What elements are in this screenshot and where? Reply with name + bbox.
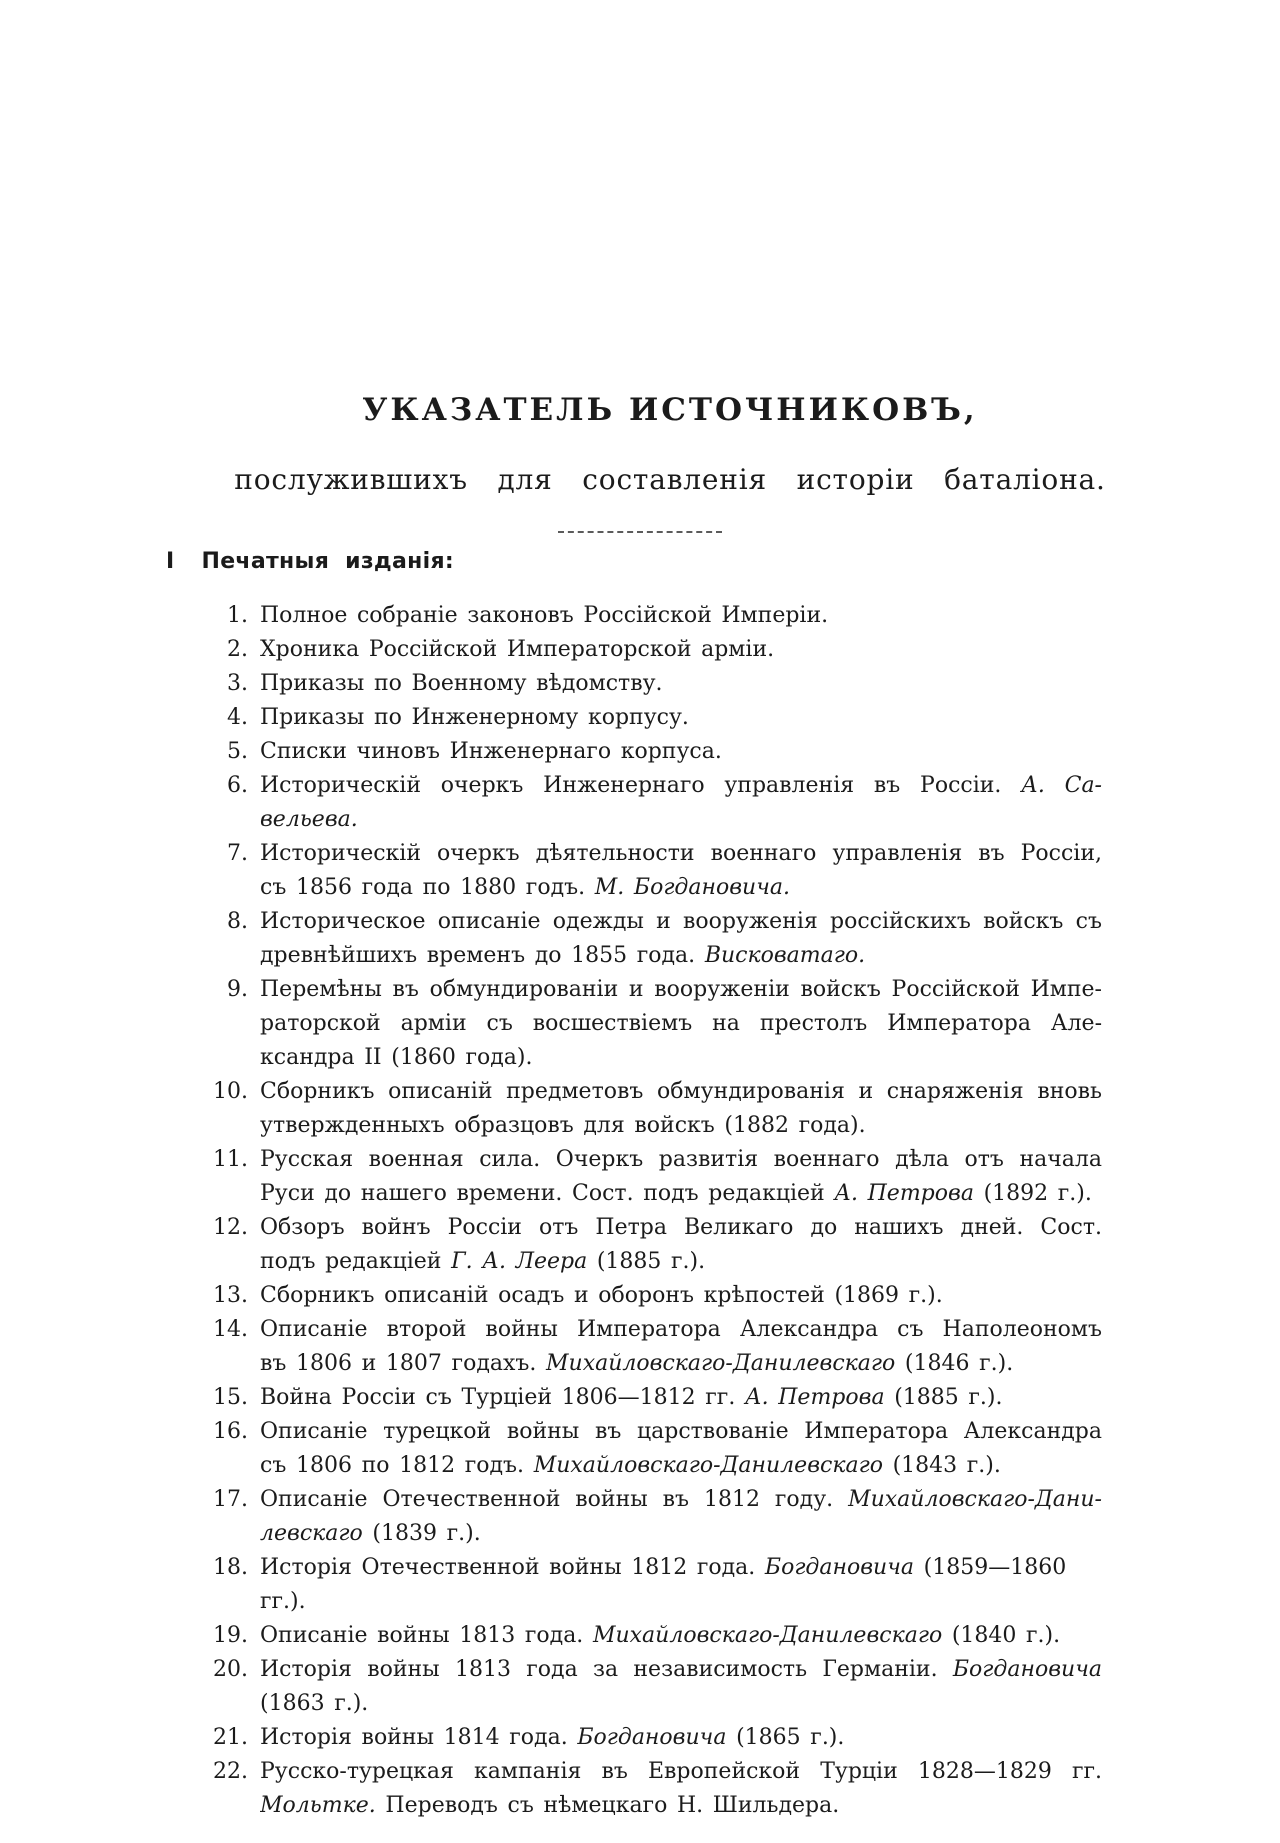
item-line — [260, 1415, 1102, 1449]
list-item — [150, 1755, 1102, 1823]
item-lines — [260, 1381, 1102, 1415]
item-line — [260, 1755, 1102, 1789]
list-item — [150, 1381, 1102, 1415]
item-text: съ 1856 года по 1880 годъ. — [260, 875, 595, 900]
item-number: 11. — [213, 1147, 248, 1172]
item-number: 4. — [227, 705, 248, 730]
item-text: Хроника Россійской Императорской арміи. — [260, 637, 775, 662]
list-item — [150, 599, 1102, 633]
list-item — [150, 1143, 1102, 1211]
item-text: древнѣйшихъ временъ до 1855 года. — [260, 943, 705, 968]
item-text: Описаніе турецкой войны въ царствованіе Императора Александра — [260, 1419, 1102, 1444]
item-text: (1843 г.). — [882, 1453, 1001, 1478]
item-text: (1840 г.). — [942, 1623, 1061, 1648]
section-label: Печатныя изданія: — [201, 549, 454, 574]
item-line — [260, 1483, 1102, 1517]
item-text: (1865 г.). — [726, 1725, 845, 1750]
item-lines — [260, 1483, 1102, 1551]
source-list — [150, 599, 1102, 1823]
item-text: Русская военная сила. Очеркъ развитія военнаго дѣла отъ начала — [260, 1147, 1102, 1172]
page-title: УКАЗАТЕЛЬ ИСТОЧНИКОВЪ, — [362, 392, 978, 428]
item-text: (1885 г.). — [587, 1249, 706, 1274]
item-number: 1. — [227, 603, 248, 628]
item-number: 10. — [213, 1079, 248, 1104]
author-name: Михайловскаго-Дани- — [848, 1487, 1102, 1512]
item-number: 13. — [213, 1283, 248, 1308]
list-item — [150, 1415, 1102, 1483]
list-item — [150, 735, 1102, 769]
item-line — [260, 837, 1102, 871]
item-number: 16. — [213, 1419, 248, 1444]
section-heading — [166, 549, 454, 574]
item-line — [260, 769, 1102, 803]
item-line — [260, 1517, 1102, 1551]
item-text: Сборникъ описаній осадъ и оборонъ крѣпостей (1869 г.). — [260, 1283, 943, 1308]
list-item — [150, 1313, 1102, 1381]
list-item — [150, 1721, 1102, 1755]
item-lines — [260, 1653, 1102, 1721]
item-text: Исторія войны 1813 года за независимость Германіи. — [260, 1657, 953, 1682]
item-lines — [260, 1211, 1102, 1279]
list-item — [150, 1211, 1102, 1279]
item-lines — [260, 1313, 1102, 1381]
list-item — [150, 973, 1102, 1075]
item-text: (1859—1860 гг.). — [260, 1555, 1067, 1614]
list-item — [150, 667, 1102, 701]
list-item — [150, 1653, 1102, 1721]
item-text: раторской арміи съ восшествіемъ на престолъ Императора Але- — [260, 1011, 1102, 1036]
item-line — [260, 1177, 1102, 1211]
item-lines — [260, 837, 1102, 905]
item-lines — [260, 973, 1102, 1075]
item-line — [260, 1007, 1102, 1041]
item-lines — [260, 633, 1102, 667]
item-text: Полное собраніе законовъ Россійской Имперіи. — [260, 603, 829, 628]
item-text: Историческій очеркъ Инженернаго управленія въ Россіи. — [260, 773, 1022, 798]
item-text: (1863 г.). — [260, 1691, 369, 1716]
item-number: 15. — [213, 1385, 248, 1410]
item-number: 17. — [213, 1487, 248, 1512]
author-name: Михайловскаго-Данилевскаго — [533, 1453, 883, 1478]
section-divider — [558, 531, 722, 533]
item-number: 12. — [213, 1215, 248, 1240]
item-lines — [260, 1721, 1102, 1755]
item-text: Исторія Отечественной войны 1812 года. — [260, 1555, 765, 1580]
item-number: 9. — [227, 977, 248, 1002]
author-name: Михайловскаго-Данилевскаго — [592, 1623, 943, 1648]
item-number: 6. — [227, 773, 248, 798]
item-line — [260, 905, 1102, 939]
section-numeral: I — [166, 549, 175, 574]
item-lines — [260, 769, 1102, 837]
item-line — [260, 1653, 1102, 1687]
item-line — [260, 735, 1102, 769]
item-text: Приказы по Инженерному корпусу. — [260, 705, 689, 730]
item-text: Переводъ съ нѣмецкаго Н. Шильдера. — [375, 1793, 840, 1818]
item-text: Историческое описаніе одежды и вооруженія россійскихъ войскъ съ — [260, 909, 1102, 934]
item-number: 18. — [213, 1555, 248, 1580]
author-name: А. Петрова — [744, 1385, 885, 1410]
item-text: Сборникъ описаній предметовъ обмундированія и снаряженія вновь — [260, 1079, 1102, 1104]
item-lines — [260, 735, 1102, 769]
item-line — [260, 1619, 1102, 1653]
item-line — [260, 1313, 1102, 1347]
list-item — [150, 1279, 1102, 1313]
item-text: Война Россіи съ Турціей 1806—1812 гг. — [260, 1385, 745, 1410]
item-lines — [260, 1551, 1102, 1619]
list-item — [150, 633, 1102, 667]
author-name: А. Петрова — [834, 1181, 974, 1206]
item-line — [260, 667, 1102, 701]
list-item — [150, 1483, 1102, 1551]
item-text: Перемѣны въ обмундированіи и вооруженіи войскъ Россійской Импе- — [260, 977, 1102, 1002]
list-item — [150, 1075, 1102, 1143]
author-name: Богдановича — [577, 1725, 727, 1750]
item-lines — [260, 1143, 1102, 1211]
item-line — [260, 1551, 1102, 1619]
item-line — [260, 1041, 1102, 1075]
item-text: въ 1806 и 1807 годахъ. — [260, 1351, 547, 1376]
item-line — [260, 973, 1102, 1007]
author-name: М. Богдановича. — [594, 875, 790, 900]
list-item — [150, 905, 1102, 973]
item-number: 5. — [227, 739, 248, 764]
author-name: Богдановича — [764, 1555, 915, 1580]
item-line — [260, 1245, 1102, 1279]
item-lines — [260, 905, 1102, 973]
author-name: левскаго — [260, 1521, 363, 1546]
item-text: (1846 г.). — [895, 1351, 1014, 1376]
item-number: 3. — [227, 671, 248, 696]
item-text: Руси до нашего времени. Сост. подъ редакціей — [260, 1181, 835, 1206]
item-line — [260, 1721, 1102, 1755]
item-text: съ 1806 по 1812 годъ. — [260, 1453, 534, 1478]
item-line — [260, 871, 1102, 905]
item-lines — [260, 599, 1102, 633]
item-lines — [260, 1279, 1102, 1313]
item-line — [260, 633, 1102, 667]
item-line — [260, 1143, 1102, 1177]
item-line — [260, 599, 1102, 633]
item-text: Описаніе второй войны Императора Александра съ Наполеономъ — [260, 1317, 1102, 1342]
item-number: 20. — [213, 1657, 248, 1682]
author-name: вельева. — [260, 807, 358, 832]
item-text: Историческій очеркъ дѣятельности военнаго управленія въ Россіи, — [260, 841, 1102, 866]
author-name: Богдановича — [952, 1657, 1102, 1682]
item-number: 22. — [213, 1759, 248, 1784]
item-text: Описаніе войны 1813 года. — [260, 1623, 593, 1648]
item-line — [260, 1279, 1102, 1313]
item-text: (1885 г.). — [884, 1385, 1003, 1410]
item-line — [260, 803, 1102, 837]
author-name: Висковатаго. — [704, 943, 866, 968]
item-text: Списки чиновъ Инженернаго корпуса. — [260, 739, 722, 764]
item-line — [260, 1109, 1102, 1143]
item-line — [260, 1687, 1102, 1721]
item-text: подъ редакціей — [260, 1249, 452, 1274]
item-line — [260, 1381, 1102, 1415]
item-lines — [260, 1619, 1102, 1653]
item-lines — [260, 1075, 1102, 1143]
author-name: Михайловскаго-Данилевскаго — [546, 1351, 896, 1376]
item-number: 21. — [213, 1725, 248, 1750]
list-item — [150, 1551, 1102, 1619]
author-name: А. Са- — [1021, 773, 1102, 798]
item-line — [260, 701, 1102, 735]
list-item — [150, 1619, 1102, 1653]
list-item — [150, 837, 1102, 905]
item-text: (1892 г.). — [973, 1181, 1092, 1206]
list-item — [150, 701, 1102, 735]
item-lines — [260, 1415, 1102, 1483]
item-number: 2. — [227, 637, 248, 662]
item-text: (1839 г.). — [362, 1521, 481, 1546]
item-text: ксандра II (1860 года). — [260, 1045, 533, 1070]
item-number: 14. — [213, 1317, 248, 1342]
item-number: 19. — [213, 1623, 248, 1648]
item-text: Обзоръ войнъ Россіи отъ Петра Великаго до нашихъ дней. Сост. — [260, 1215, 1102, 1240]
author-name: Мольтке. — [260, 1793, 376, 1818]
item-line — [260, 1075, 1102, 1109]
item-line — [260, 1211, 1102, 1245]
item-lines — [260, 701, 1102, 735]
item-text: Исторія войны 1814 года. — [260, 1725, 578, 1750]
author-name: Г. А. Леера — [451, 1249, 588, 1274]
item-line — [260, 1789, 1102, 1823]
item-text: утвержденныхъ образцовъ для войскъ (1882 года). — [260, 1113, 866, 1138]
item-text: Приказы по Военному вѣдомству. — [260, 671, 663, 696]
item-text: Описаніе Отечественной войны въ 1812 году. — [260, 1487, 849, 1512]
item-lines — [260, 1755, 1102, 1823]
item-line — [260, 1347, 1102, 1381]
page-subtitle: послужившихъ для составленія исторіи баталіона. — [234, 463, 1106, 496]
list-item — [150, 769, 1102, 837]
item-text: Русско-турецкая кампанія въ Европейской Турціи 1828—1829 гг. — [260, 1759, 1102, 1784]
item-number: 7. — [227, 841, 248, 866]
item-line — [260, 1449, 1102, 1483]
item-lines — [260, 667, 1102, 701]
item-line — [260, 939, 1102, 973]
item-number: 8. — [227, 909, 248, 934]
